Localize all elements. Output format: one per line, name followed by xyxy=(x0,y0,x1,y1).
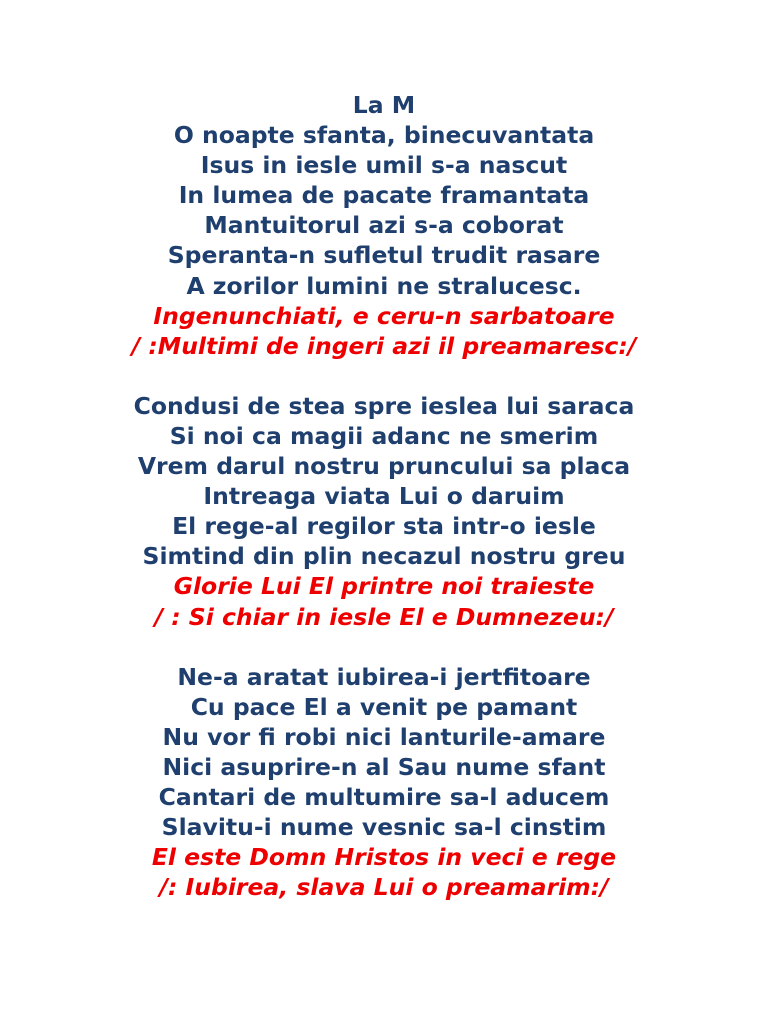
verse-line: Ne-a aratat iubirea-i jertfitoare xyxy=(177,662,591,691)
stanza-1 xyxy=(0,120,768,361)
verse-line: Mantuitorul azi s-a coborat xyxy=(204,211,564,240)
verse-line: Vrem darul nostru pruncului sa placa xyxy=(137,452,631,481)
verse-line: Speranta-n sufletul trudit rasare xyxy=(167,241,601,270)
chorus-line: /: Iubirea, slava Lui o preamarim:/ xyxy=(159,873,609,902)
stanza-2 xyxy=(0,391,768,632)
verse-line: Intreaga viata Lui o daruim xyxy=(203,482,565,511)
verse-line: O noapte sfanta, binecuvantata xyxy=(173,121,595,150)
chorus-line: / : Si chiar in iesle El e Dumnezeu:/ xyxy=(154,602,614,631)
verse-line: Simtind din plin necazul nostru greu xyxy=(142,542,626,571)
verse-line: Nici asuprire-n al Sau nume sfant xyxy=(162,752,606,781)
song-title: La M xyxy=(352,91,416,119)
verse-line: Slavitu-i nume vesnic sa-l cinstim xyxy=(161,813,607,842)
chorus-line: / :Multimi de ingeri azi il preamaresc:/ xyxy=(131,331,637,360)
verse-line: In lumea de pacate framantata xyxy=(178,181,590,210)
verse-line: Cantari de multumire sa-l aducem xyxy=(158,782,610,811)
verse-line: Isus in iesle umil s-a nascut xyxy=(200,151,568,180)
song-page xyxy=(0,90,768,902)
verse-line: Si noi ca magii adanc ne smerim xyxy=(169,421,599,450)
stanza-3 xyxy=(0,662,768,903)
chorus-line: Glorie Lui El printre noi traieste xyxy=(173,572,595,601)
verse-line: El rege-al regilor sta intr-o iesle xyxy=(172,512,596,541)
verse-line: Condusi de stea spre ieslea lui saraca xyxy=(133,391,635,420)
chorus-line: Ingenunchiati, e ceru-n sarbatoare xyxy=(153,301,615,330)
chorus-line: El este Domn Hristos in veci e rege xyxy=(151,843,617,872)
verse-line: Cu pace El a venit pe pamant xyxy=(190,692,578,721)
verse-line: Nu vor fi robi nici lanturile-amare xyxy=(162,722,606,751)
verse-line: A zorilor lumini ne stralucesc. xyxy=(186,271,582,300)
